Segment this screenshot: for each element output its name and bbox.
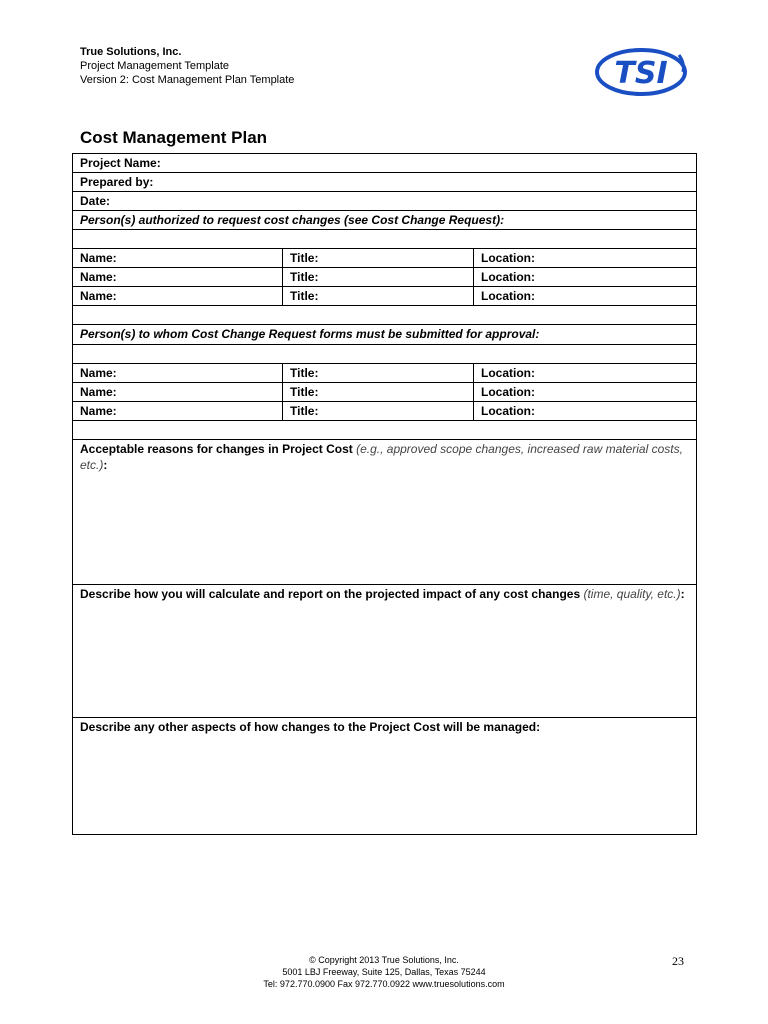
logo-text: TSI bbox=[614, 56, 668, 91]
title-field[interactable]: Title: bbox=[283, 268, 474, 287]
cost-management-form bbox=[72, 153, 697, 835]
prepared-by-field[interactable]: Prepared by: bbox=[73, 173, 697, 192]
section-authorized-requesters: Person(s) authorized to request cost changes (see Cost Change Request): bbox=[73, 211, 697, 230]
project-name-field[interactable]: Project Name: bbox=[73, 154, 697, 173]
acceptable-reasons-field[interactable] bbox=[73, 440, 697, 585]
name-field[interactable]: Name: bbox=[73, 383, 283, 402]
location-field[interactable]: Location: bbox=[474, 364, 697, 383]
document-header bbox=[80, 45, 294, 87]
describe-label: Describe how you will calculate and report on the projected impact of any cost changes bbox=[80, 587, 581, 601]
calculate-impact-field[interactable] bbox=[73, 585, 697, 718]
header-template-name: Project Management Template bbox=[80, 60, 229, 72]
describe-colon: : bbox=[680, 587, 685, 601]
location-field[interactable]: Location: bbox=[474, 383, 697, 402]
title-field[interactable]: Title: bbox=[283, 249, 474, 268]
date-field[interactable]: Date: bbox=[73, 192, 697, 211]
page-number: 23 bbox=[672, 954, 684, 968]
describe-hint: (time, quality, etc.) bbox=[583, 587, 681, 601]
name-field[interactable]: Name: bbox=[73, 268, 283, 287]
blank-row bbox=[73, 345, 697, 364]
location-field[interactable]: Location: bbox=[474, 402, 697, 421]
name-field[interactable]: Name: bbox=[73, 402, 283, 421]
name-field[interactable]: Name: bbox=[73, 287, 283, 306]
title-field[interactable]: Title: bbox=[283, 364, 474, 383]
title-field[interactable]: Title: bbox=[283, 287, 474, 306]
location-field[interactable]: Location: bbox=[474, 249, 697, 268]
footer-address: 5001 LBJ Freeway, Suite 125, Dallas, Texas 75244 bbox=[282, 967, 486, 977]
header-version: Version 2: Cost Management Plan Template bbox=[80, 74, 295, 86]
title-field[interactable]: Title: bbox=[283, 383, 474, 402]
page-title: Cost Management Plan bbox=[80, 128, 268, 147]
company-name: True Solutions, Inc. bbox=[80, 46, 182, 58]
title-field[interactable]: Title: bbox=[283, 402, 474, 421]
location-field[interactable]: Location: bbox=[474, 287, 697, 306]
reasons-colon: : bbox=[103, 458, 108, 472]
other-label: Describe any other aspects of how changes to the Project Cost will be managed: bbox=[80, 720, 541, 734]
name-field[interactable]: Name: bbox=[73, 364, 283, 383]
section-approvers: Person(s) to whom Cost Change Request forms must be submitted for approval: bbox=[73, 325, 697, 345]
document-footer bbox=[0, 954, 768, 990]
reasons-label: Acceptable reasons for changes in Project Cost bbox=[80, 442, 353, 456]
footer-contact: Tel: 972.770.0900 Fax 972.770.0922 www.truesolutions.com bbox=[263, 979, 505, 989]
blank-row bbox=[73, 306, 697, 325]
blank-row bbox=[73, 421, 697, 440]
reasons-hint: (e.g., approved scope changes, increased raw material costs, etc.) bbox=[80, 442, 683, 472]
location-field[interactable]: Location: bbox=[474, 268, 697, 287]
name-field[interactable]: Name: bbox=[73, 249, 283, 268]
tsi-logo bbox=[593, 45, 689, 99]
blank-row bbox=[73, 230, 697, 249]
other-aspects-field[interactable] bbox=[73, 718, 697, 835]
footer-copyright: © Copyright 2013 True Solutions, Inc. bbox=[309, 955, 459, 965]
